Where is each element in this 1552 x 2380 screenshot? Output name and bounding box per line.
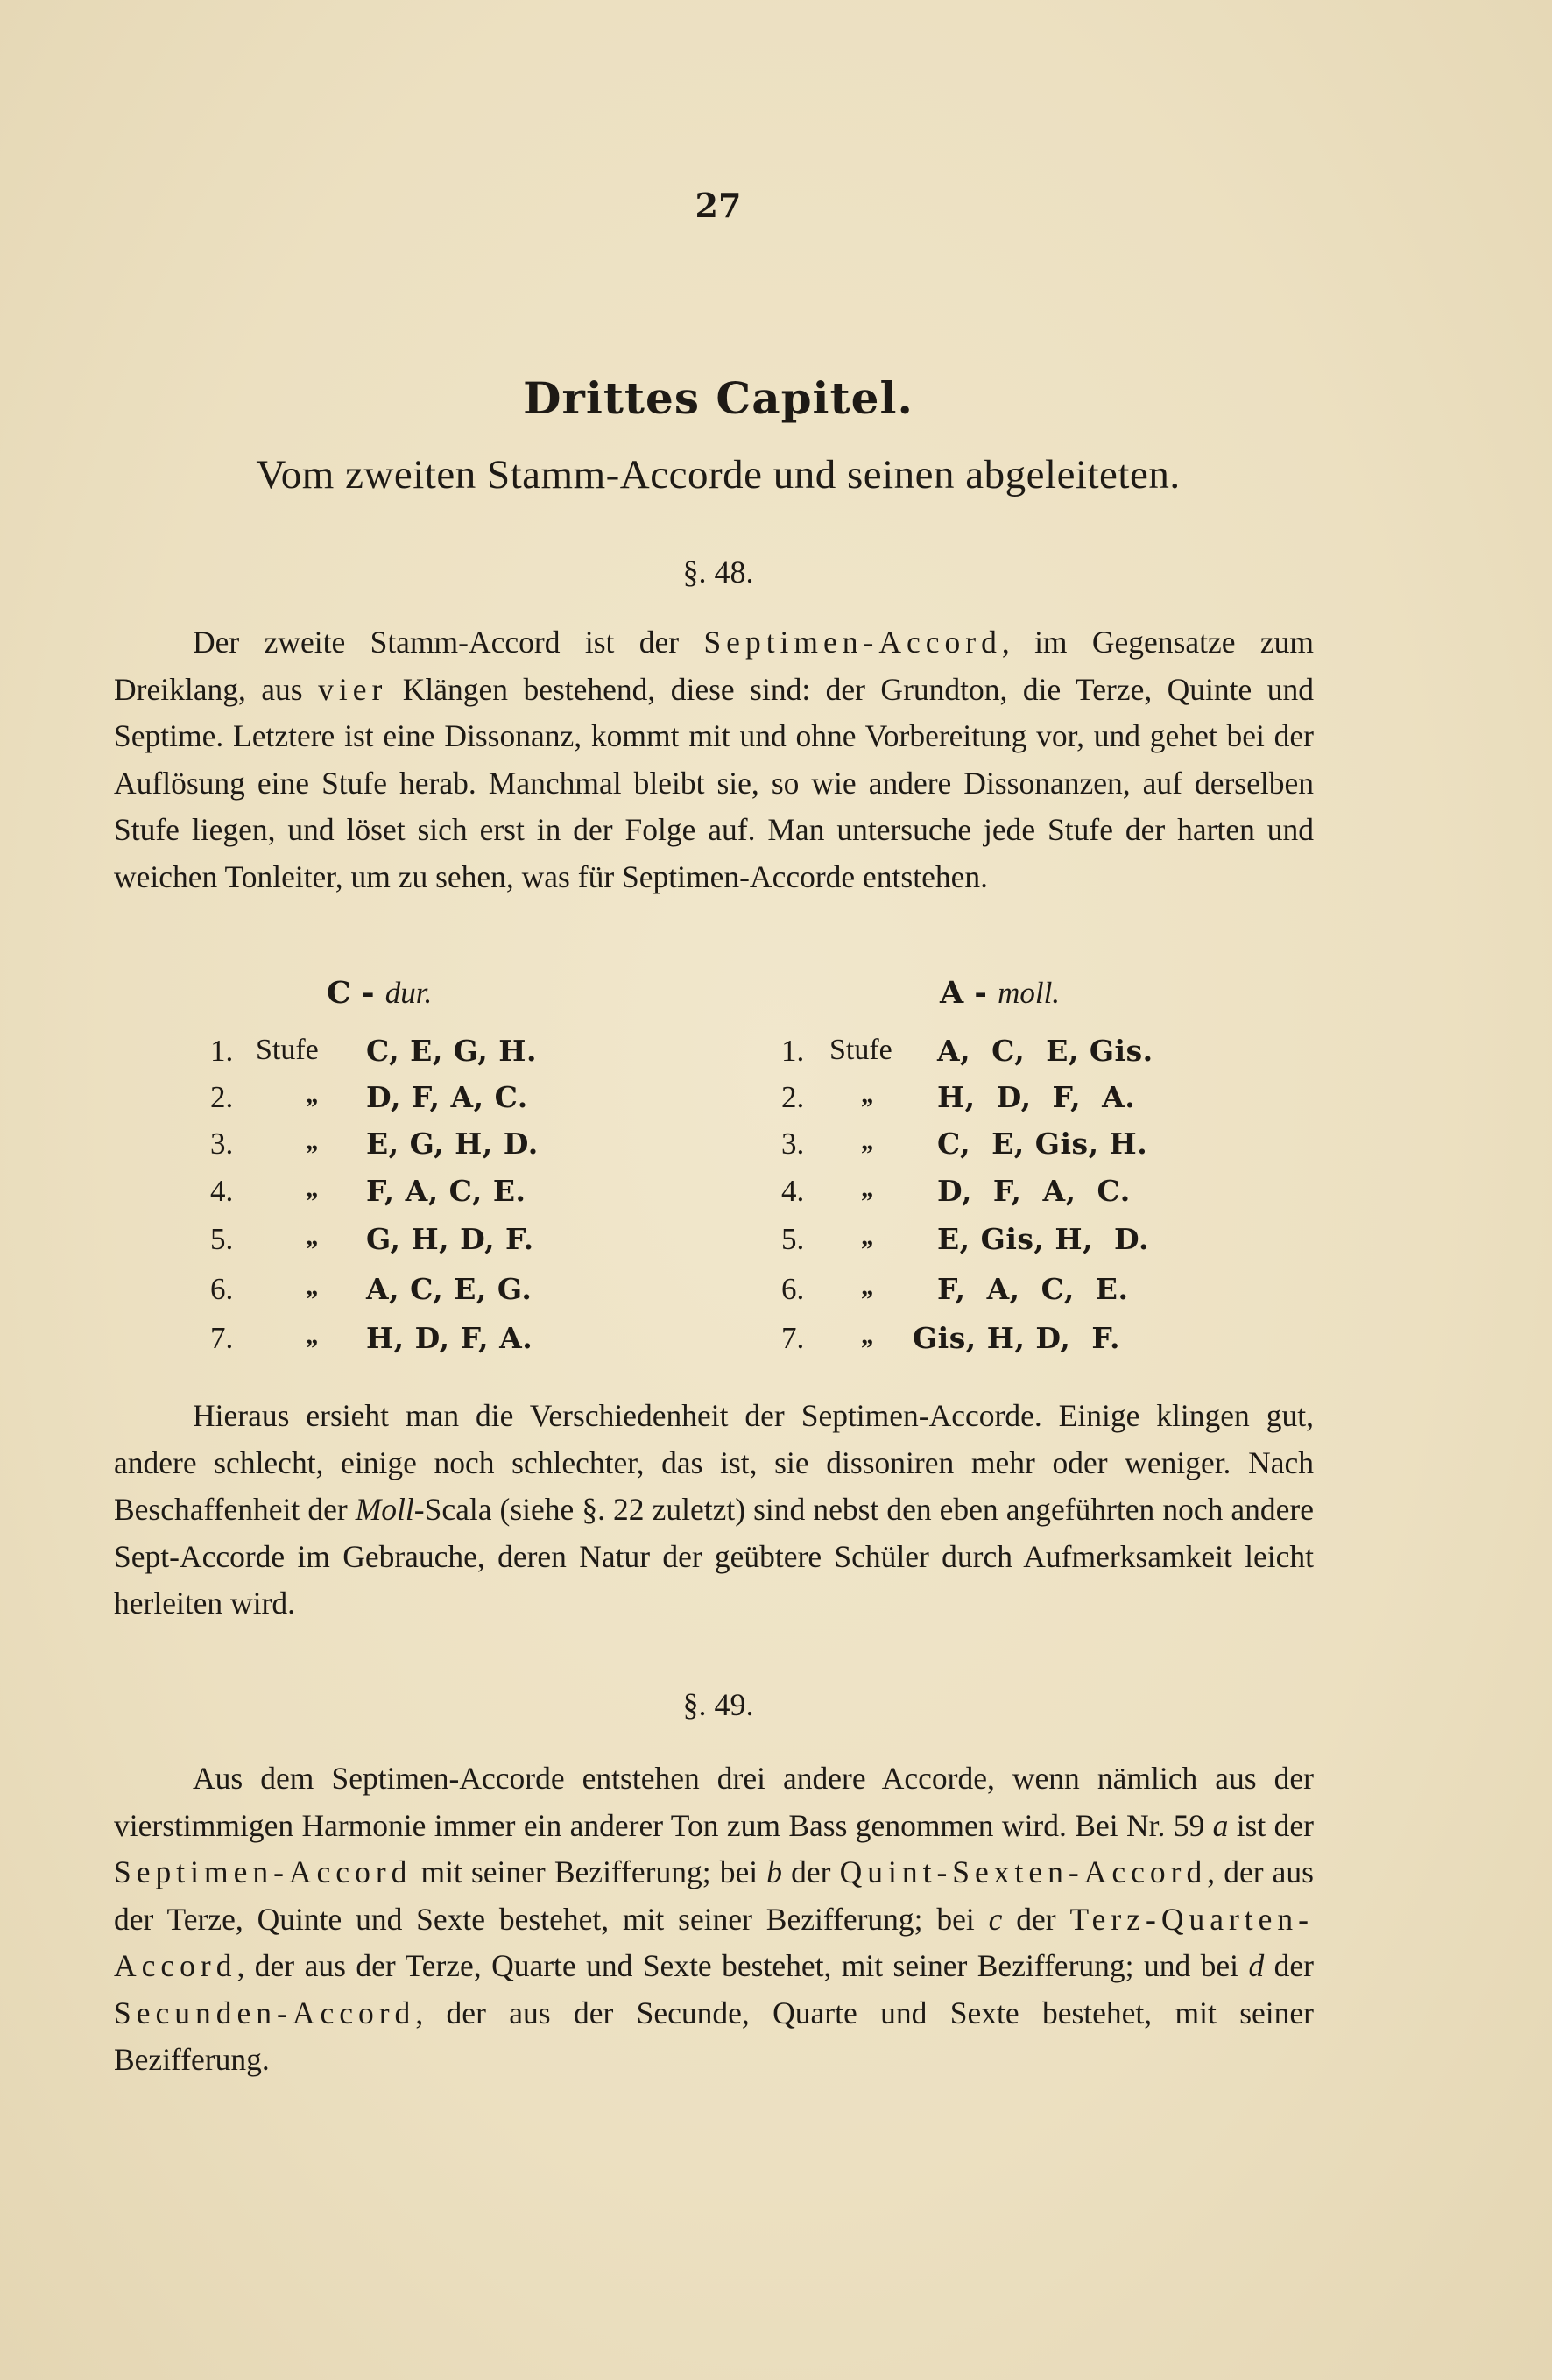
- row-number: 7.: [210, 1321, 234, 1355]
- row-chords: A, C, E, G.: [366, 1272, 533, 1306]
- p49-text-a: Aus dem Septimen-Accorde entstehen drei andere Accorde, wenn nämlich aus der vierstimmigen Harmonie immer ein anderer Ton zum Bass genommen wird. Bei Nr. 59: [114, 1761, 1314, 1843]
- row-number: 1.: [210, 1034, 234, 1068]
- p49-text-e: mit seiner Bezifferung; bei: [412, 1854, 767, 1889]
- p49-text-g: der: [782, 1854, 840, 1889]
- p48-text-e: Klängen bestehend, diese sind: der Grundton, die Terze, Quinte und Septime. Letztere ist eine Dissonanz, kommt mit und ohne Vorbereitung vor, und gehet bei der Auflösung eine Stufe herab. Manchmal bleibt sie, so wie andere Dissonanzen, auf derselben Stufe liegen, und löset sich erst in der Folge auf. Man untersuche jede Stufe der harten und weichen Tonleiter, um zu sehen, was für Septimen-Accorde entstehen.: [114, 671, 1314, 894]
- p49-letter-c: c: [988, 1901, 1003, 1937]
- row-chords: E, Gis, H, D.: [937, 1222, 1149, 1256]
- row-chords: C, E, G, H.: [366, 1034, 537, 1068]
- row-number: 7.: [781, 1321, 805, 1355]
- section-49-paragraph: [114, 1755, 1314, 2084]
- row-stufe: Stufe: [829, 1034, 892, 1066]
- row-chords: E, G, H, D.: [366, 1126, 539, 1161]
- row-chords: D, F, A, C.: [366, 1080, 528, 1114]
- row-ditto: „: [307, 1222, 320, 1251]
- p49-text-q: , der aus der Secunde, Quarte und Sexte bestehet, mit seiner Bezifferung.: [114, 1995, 1314, 2077]
- mode-moll: moll.: [998, 976, 1061, 1010]
- p49-text-i: , der aus der Terze, Quinte und Sexte bestehet, mit seiner Bezifferung; bei: [114, 1854, 1314, 1937]
- row-chords: F, A, C, E.: [366, 1174, 526, 1208]
- row-ditto: „: [862, 1222, 875, 1251]
- p49-term-secunden: Secunden-Accord: [114, 1995, 416, 2030]
- key-a: A: [940, 975, 964, 1011]
- p2-text-c: -Scala (siehe §. 22 zuletzt) sind nebst den eben angeführten noch andere Sept-Accorde im Gebrauche, deren Natur der geübtere Schüler durch Aufmerksamkeit leicht herleiten wird.: [114, 1492, 1314, 1621]
- row-number: 2.: [781, 1080, 805, 1114]
- p48-text-c: , im Gegensatze zum Dreiklang, aus: [114, 625, 1314, 707]
- p49-term-terz-quarten: Terz-Quarten-Accord: [114, 1901, 1314, 1983]
- row-ditto: „: [307, 1272, 320, 1301]
- p49-text-k: der: [1002, 1901, 1070, 1937]
- row-chords: D, F, A, C.: [937, 1174, 1131, 1208]
- row-chords: Gis, H, D, F.: [913, 1321, 1120, 1355]
- row-number: 1.: [781, 1034, 805, 1068]
- p48-term-vier: vier: [318, 671, 388, 707]
- p49-letter-b: b: [766, 1854, 782, 1889]
- p2-text-a: Hieraus ersieht man die Verschiedenheit der Septimen-Accorde. Einige klingen gut, andere schlecht, einige noch schlechter, das ist, sie dissoniren mehr oder weniger. Nach Beschaffenheit der: [114, 1398, 1314, 1527]
- p49-text-o: der: [1264, 1948, 1314, 1983]
- p49-term-septimen: Septimen-Accord: [114, 1854, 413, 1889]
- chapter-subtitle: Vom zweiten Stamm-Accorde und seinen abgeleiteten.: [256, 452, 1181, 498]
- row-ditto: „: [862, 1080, 875, 1109]
- row-chords: C, E, Gis, H.: [937, 1126, 1148, 1161]
- table-heading-c-dur: C - dur.: [327, 975, 433, 1011]
- p49-text-m: , der aus der Terze, Quarte und Sexte bestehet, mit seiner Bezifferung; und bei: [236, 1948, 1249, 1983]
- row-chords: F, A, C, E.: [937, 1272, 1129, 1306]
- key-c: C: [327, 975, 351, 1011]
- chapter-title: Drittes Capitel.: [523, 372, 914, 424]
- paragraph-verschiedenheit: [114, 1393, 1314, 1628]
- p48-text-a: Der zweite Stamm-Accord ist der: [193, 625, 704, 660]
- row-number: 3.: [781, 1126, 805, 1161]
- section-48-heading: §. 48.: [682, 554, 754, 590]
- p48-term-septimen: Septimen-Accord: [703, 625, 1002, 660]
- p49-letter-d: d: [1248, 1948, 1265, 1983]
- p2-term-moll: Moll: [355, 1492, 414, 1527]
- row-number: 6.: [210, 1272, 234, 1306]
- row-ditto: „: [307, 1080, 320, 1109]
- row-number: 5.: [210, 1222, 234, 1256]
- row-ditto: „: [862, 1126, 875, 1155]
- row-number: 5.: [781, 1222, 805, 1256]
- row-chords: G, H, D, F.: [366, 1222, 534, 1256]
- row-number: 4.: [781, 1174, 805, 1208]
- row-chords: H, D, F, A.: [366, 1321, 533, 1355]
- row-number: 3.: [210, 1126, 234, 1161]
- row-number: 2.: [210, 1080, 234, 1114]
- section-49-heading: §. 49.: [682, 1687, 754, 1722]
- p49-letter-a: a: [1212, 1807, 1229, 1843]
- row-stufe: Stufe: [256, 1034, 319, 1066]
- row-ditto: „: [862, 1174, 875, 1203]
- table-heading-a-moll: A - moll.: [940, 975, 1061, 1011]
- row-ditto: „: [307, 1321, 320, 1350]
- section-48-paragraph: [114, 619, 1314, 900]
- row-ditto: „: [862, 1321, 875, 1350]
- row-number: 4.: [210, 1174, 234, 1208]
- mode-dur: dur.: [384, 976, 433, 1010]
- p49-term-quint-sexten: Quint-Sexten-Accord: [839, 1854, 1208, 1889]
- row-ditto: „: [862, 1272, 875, 1301]
- row-chords: H, D, F, A.: [937, 1080, 1136, 1114]
- row-number: 6.: [781, 1272, 805, 1306]
- row-ditto: „: [307, 1126, 320, 1155]
- p49-text-c: ist der: [1228, 1807, 1314, 1843]
- row-ditto: „: [307, 1174, 320, 1203]
- row-chords: A, C, E, Gis.: [937, 1034, 1153, 1068]
- page-number: 27: [695, 186, 742, 225]
